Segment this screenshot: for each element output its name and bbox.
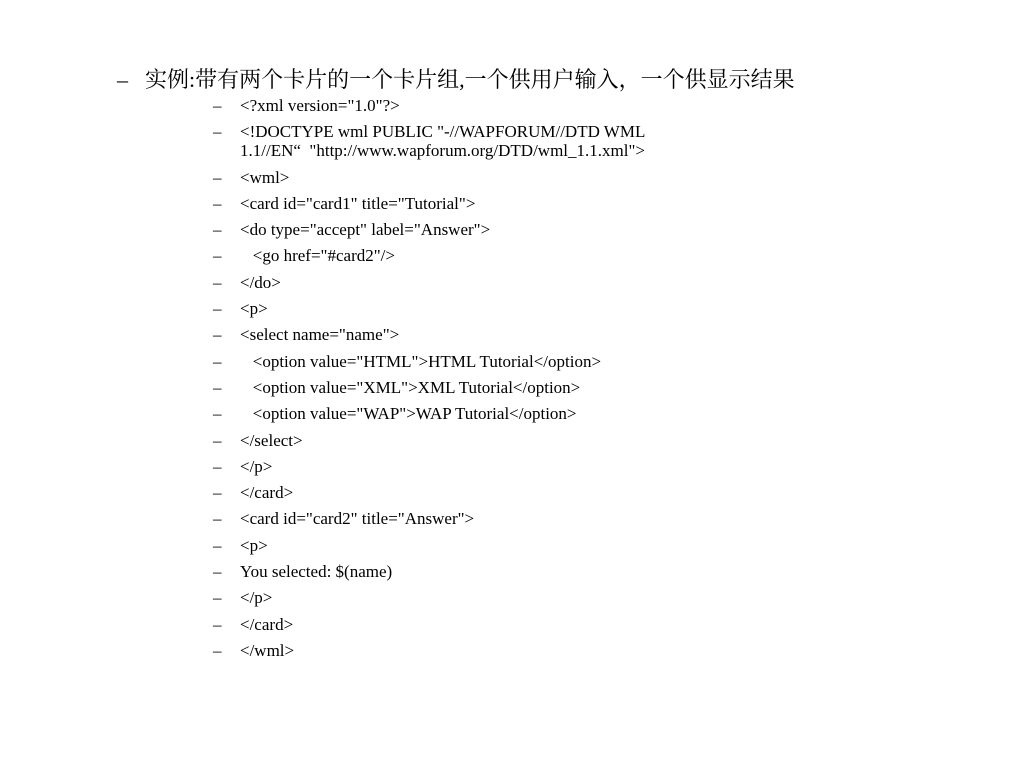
code-line [213, 431, 645, 450]
code-line-text: <wml> [240, 167, 290, 187]
slide-heading-bullet [117, 64, 795, 96]
code-line-text: </select> [240, 430, 303, 450]
code-line-text: <option value="XML">XML Tutorial</option> [240, 377, 581, 397]
code-line-text: <card id="card1" title="Tutorial"> [240, 193, 476, 213]
bullet-dash: – [213, 640, 222, 660]
bullet-dash: – [213, 299, 222, 319]
bullet-dash: – [213, 246, 222, 266]
code-line [213, 404, 645, 423]
code-line-text: </p> [240, 588, 273, 608]
code-line-text: </wml> [240, 640, 295, 660]
code-line [213, 457, 645, 476]
code-line [213, 325, 645, 344]
code-line [213, 299, 645, 318]
code-line-text: <?xml version="1.0"?> [240, 96, 400, 115]
bullet-dash: – [213, 509, 222, 529]
code-line-text: <card id="card2" title="Answer"> [240, 509, 475, 529]
code-line [213, 96, 645, 115]
code-line [213, 352, 645, 371]
bullet-dash: – [117, 67, 128, 92]
code-line [213, 194, 645, 213]
code-line [213, 122, 645, 160]
bullet-dash: – [213, 430, 222, 450]
bullet-dash: – [213, 404, 222, 424]
code-line [213, 483, 645, 502]
code-line [213, 246, 645, 265]
code-line [213, 509, 645, 528]
code-line [213, 220, 645, 239]
code-line-text: </card> [240, 483, 294, 503]
code-line [213, 273, 645, 292]
bullet-dash: – [213, 122, 222, 142]
code-line [213, 615, 645, 634]
bullet-dash: – [213, 193, 222, 213]
bullet-dash: – [213, 272, 222, 292]
code-line [213, 536, 645, 555]
code-line-text: <p> [240, 535, 268, 555]
code-line-text: <!DOCTYPE wml PUBLIC "-//WAPFORUM//DTD WML 1.1//EN“ "http://www.wapforum.org/DTD/wml_1.1.xml"> [240, 122, 646, 161]
bullet-dash: – [213, 562, 222, 582]
bullet-dash: – [213, 483, 222, 503]
code-line-text: <option value="WAP">WAP Tutorial</option> [240, 404, 577, 424]
code-line-text: <do type="accept" label="Answer"> [240, 220, 491, 240]
code-line [213, 588, 645, 607]
code-line-text: <select name="name"> [240, 325, 400, 345]
bullet-dash: – [213, 325, 222, 345]
bullet-dash: – [213, 535, 222, 555]
bullet-dash: – [213, 220, 222, 240]
code-line [213, 378, 645, 397]
bullet-dash: – [213, 614, 222, 634]
slide-heading: 实例:带有两个卡片的一个卡片组,一个供用户输入，一个供显示结果 [145, 67, 795, 92]
code-line-text: </do> [240, 272, 281, 292]
bullet-dash: – [213, 588, 222, 608]
code-listing [213, 96, 645, 667]
bullet-dash: – [213, 167, 222, 187]
code-line-text: </card> [240, 614, 294, 634]
code-line-text: </p> [240, 456, 273, 476]
code-line-text: <go href="#card2"/> [240, 246, 395, 266]
code-line-text: You selected: $(name) [240, 562, 393, 582]
bullet-dash: – [213, 96, 222, 115]
code-line [213, 168, 645, 187]
bullet-dash: – [213, 456, 222, 476]
bullet-dash: – [213, 377, 222, 397]
code-line-text: <option value="HTML">HTML Tutorial</option> [240, 351, 602, 371]
code-line [213, 641, 645, 660]
bullet-dash: – [213, 351, 222, 371]
code-line [213, 562, 645, 581]
code-line-text: <p> [240, 299, 268, 319]
